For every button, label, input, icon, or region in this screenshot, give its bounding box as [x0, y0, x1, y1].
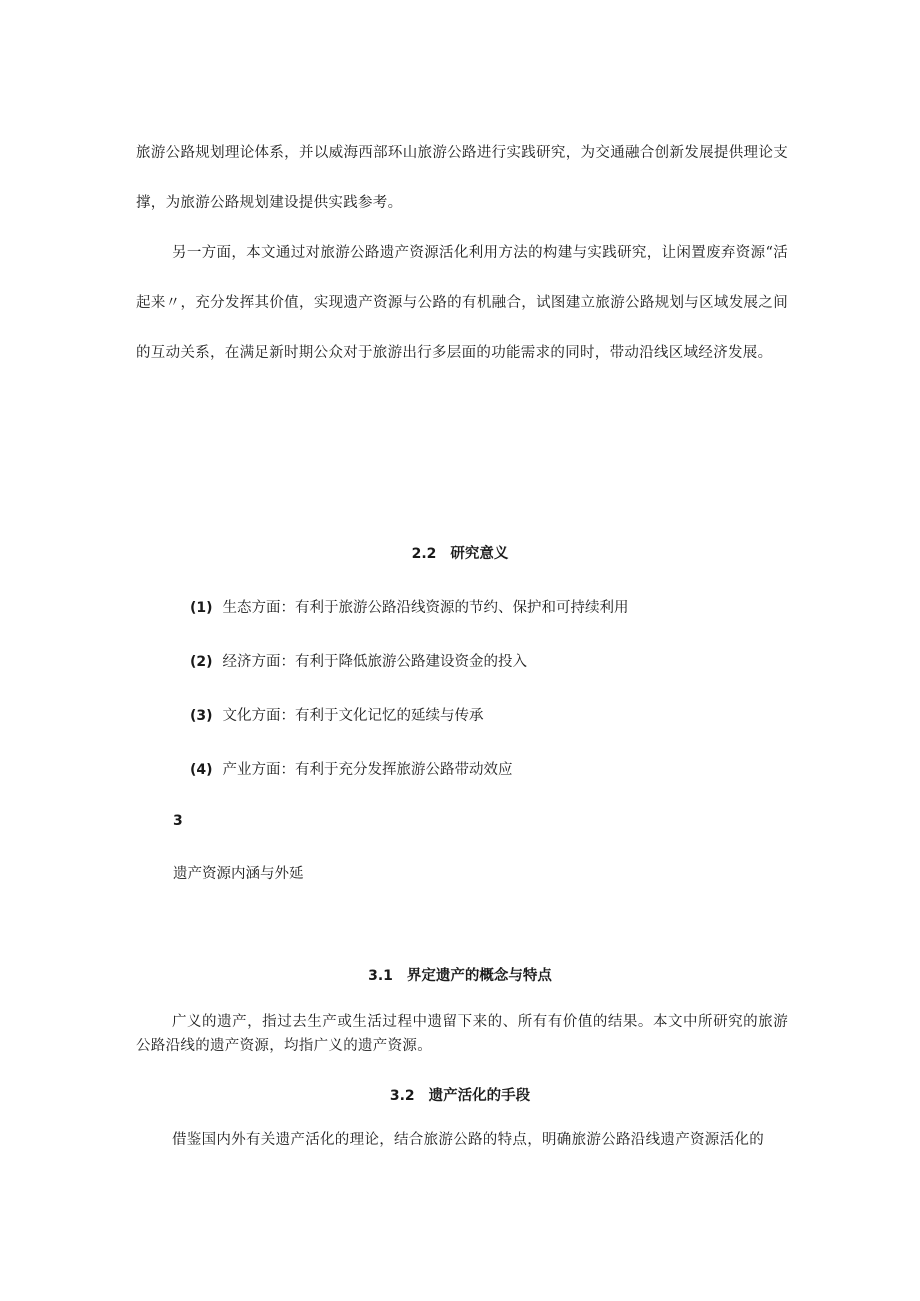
- list-item-text: 文化方面：有利于文化记忆的延续与传承: [222, 708, 484, 724]
- list-item-text: 经济方面：有利于降低旅游公路建设资金的投入: [222, 654, 528, 670]
- chapter-number: 3: [173, 813, 183, 829]
- section-number: 3.2: [389, 1088, 415, 1104]
- section-title: 界定遗产的概念与特点: [406, 967, 552, 984]
- list-item-number: (4): [190, 762, 213, 778]
- section-heading-3-1: [0, 964, 920, 985]
- section-number: 3.1: [368, 968, 393, 984]
- paragraph-activation-means: 借鉴国内外有关遗产活化的理论，结合旅游公路的特点，明确旅游公路沿线遗产资源活化的: [172, 1132, 764, 1148]
- section-number: 2.2: [411, 546, 437, 562]
- section-heading-3-2: [0, 1084, 920, 1105]
- list-item-number: (2): [190, 654, 213, 670]
- paragraph-research-purpose-continued: 旅游公路规划理论体系，并以威海西部环山旅游公路进行实践研究，为交通融合创新发展提供理论支撑，为旅游公路规划建设提供实践参考。: [136, 145, 788, 211]
- list-item-number: (3): [190, 708, 213, 724]
- list-item-text: 生态方面：有利于旅游公路沿线资源的节约、保护和可持续利用: [222, 600, 629, 616]
- section-heading-2-2: [0, 542, 920, 563]
- paragraph-other-aspect: 另一方面，本文通过对旅游公路遗产资源活化利用方法的构建与实践研究，让闲置废弃资源“活起来〃，充分发挥其价值，实现遗产资源与公路的有机融合，试图建立旅游公路规划与区域发展之间的互动关系，在满足新时期公众对于旅游出行多层面的功能需求的同时，带动沿线区域经济发展。: [136, 245, 788, 361]
- section-title: 研究意义: [450, 545, 509, 562]
- list-item-industry: [190, 758, 513, 779]
- list-item-economy: [190, 650, 527, 671]
- section-title: 遗产活化的手段: [428, 1087, 531, 1104]
- list-item-text: 产业方面：有利于充分发挥旅游公路带动效应: [222, 762, 513, 778]
- chapter-title: 遗产资源内涵与外延: [173, 866, 304, 882]
- list-item-ecology: [190, 596, 629, 617]
- list-item-culture: [190, 704, 484, 725]
- paragraph-heritage-definition: 广义的遗产，指过去生产或生活过程中遗留下来的、所有有价值的结果。本文中所研究的旅游公路沿线的遗产资源，均指广义的遗产资源。: [136, 1014, 788, 1054]
- list-item-number: (1): [190, 600, 213, 616]
